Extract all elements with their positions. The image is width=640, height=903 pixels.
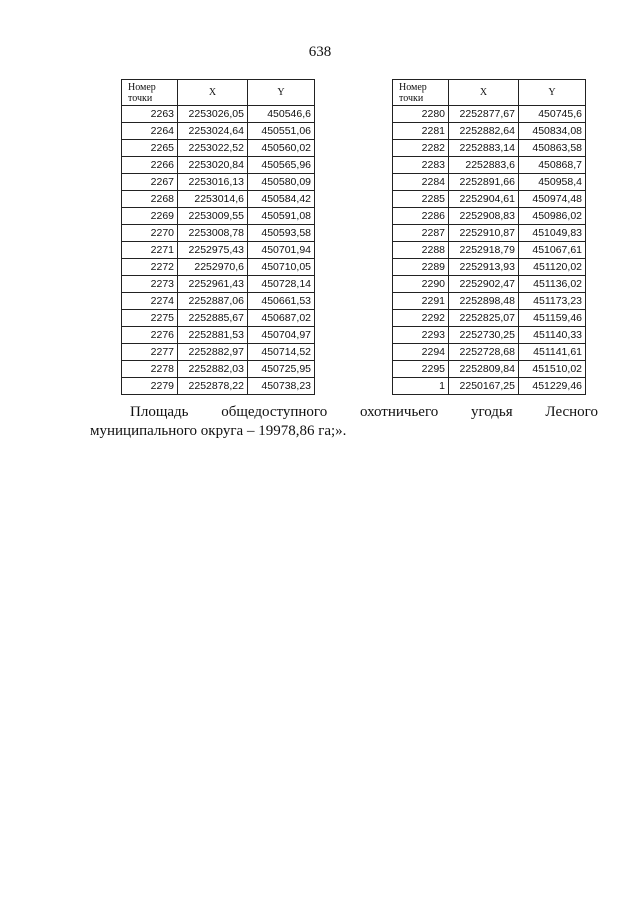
table-row	[393, 225, 586, 242]
cell-y: 450728,14	[248, 276, 315, 293]
cell-y: 450661,53	[248, 293, 315, 310]
table-row	[122, 191, 315, 208]
table-row	[393, 310, 586, 327]
cell-x: 2252913,93	[449, 259, 519, 276]
table-row	[122, 310, 315, 327]
cell-y: 451136,02	[519, 276, 586, 293]
cell-y: 450868,7	[519, 157, 586, 174]
cell-point-number: 2282	[393, 140, 449, 157]
table-row	[122, 276, 315, 293]
cell-x: 2252882,97	[178, 344, 248, 361]
cell-y: 450714,52	[248, 344, 315, 361]
table-row	[393, 259, 586, 276]
cell-point-number: 2275	[122, 310, 178, 327]
cell-point-number: 2278	[122, 361, 178, 378]
cell-x: 2252887,06	[178, 293, 248, 310]
coordinates-table-right	[392, 79, 586, 395]
cell-point-number: 2270	[122, 225, 178, 242]
cell-point-number: 2291	[393, 293, 449, 310]
cell-point-number: 2283	[393, 157, 449, 174]
cell-point-number: 2288	[393, 242, 449, 259]
cell-y: 450710,05	[248, 259, 315, 276]
cell-y: 451120,02	[519, 259, 586, 276]
table-row	[122, 242, 315, 259]
cell-x: 2253020,84	[178, 157, 248, 174]
cell-y: 450593,58	[248, 225, 315, 242]
cell-y: 450551,06	[248, 123, 315, 140]
cell-x: 2252902,47	[449, 276, 519, 293]
table-header-row	[122, 80, 315, 106]
table-row	[122, 174, 315, 191]
note-word: угодья	[470, 404, 513, 420]
cell-x: 2252898,48	[449, 293, 519, 310]
cell-y: 450584,42	[248, 191, 315, 208]
table-row	[122, 259, 315, 276]
cell-point-number: 2268	[122, 191, 178, 208]
cell-point-number: 2272	[122, 259, 178, 276]
table-row	[393, 276, 586, 293]
cell-x: 2253016,13	[178, 174, 248, 191]
cell-x: 2252877,67	[449, 106, 519, 123]
cell-point-number: 2280	[393, 106, 449, 123]
cell-x: 2252918,79	[449, 242, 519, 259]
cell-x: 2252882,64	[449, 123, 519, 140]
note-line-1	[90, 403, 598, 422]
cell-y: 451067,61	[519, 242, 586, 259]
cell-point-number: 2267	[122, 174, 178, 191]
cell-y: 451159,46	[519, 310, 586, 327]
cell-point-number: 2266	[122, 157, 178, 174]
cell-y: 450565,96	[248, 157, 315, 174]
cell-y: 450687,02	[248, 310, 315, 327]
cell-x: 2252961,43	[178, 276, 248, 293]
header-point-number	[393, 80, 449, 106]
header-y: Y	[248, 80, 315, 106]
cell-x: 2253022,52	[178, 140, 248, 157]
cell-y: 450958,4	[519, 174, 586, 191]
cell-point-number: 2287	[393, 225, 449, 242]
table-row	[393, 293, 586, 310]
cell-y: 451140,33	[519, 327, 586, 344]
header-x: X	[449, 80, 519, 106]
table-row	[122, 106, 315, 123]
cell-y: 450701,94	[248, 242, 315, 259]
cell-point-number: 2264	[122, 123, 178, 140]
header-num-line1: Номер	[128, 81, 156, 93]
coordinates-table-left	[121, 79, 315, 395]
cell-point-number: 2263	[122, 106, 178, 123]
table-row	[393, 208, 586, 225]
header-point-number	[122, 80, 178, 106]
table-row	[122, 327, 315, 344]
cell-y: 451141,61	[519, 344, 586, 361]
note-word: охотничьего	[359, 404, 439, 420]
cell-y: 450560,02	[248, 140, 315, 157]
table-body-left	[122, 106, 315, 395]
cell-x: 2252730,25	[449, 327, 519, 344]
cell-y: 450725,95	[248, 361, 315, 378]
cell-x: 2252970,6	[178, 259, 248, 276]
cell-point-number: 2286	[393, 208, 449, 225]
cell-x: 2252825,07	[449, 310, 519, 327]
cell-y: 451229,46	[519, 378, 586, 395]
table-row	[122, 123, 315, 140]
cell-x: 2253026,05	[178, 106, 248, 123]
cell-x: 2252908,83	[449, 208, 519, 225]
cell-point-number: 2265	[122, 140, 178, 157]
cell-x: 2252809,84	[449, 361, 519, 378]
cell-x: 2252883,6	[449, 157, 519, 174]
cell-point-number: 2279	[122, 378, 178, 395]
cell-point-number: 2289	[393, 259, 449, 276]
cell-point-number: 2277	[122, 344, 178, 361]
cell-y: 450591,08	[248, 208, 315, 225]
cell-x: 2252882,03	[178, 361, 248, 378]
header-num-line2: точки	[399, 92, 424, 104]
cell-point-number: 2269	[122, 208, 178, 225]
cell-x: 2253009,55	[178, 208, 248, 225]
cell-y: 451173,23	[519, 293, 586, 310]
cell-x: 2252975,43	[178, 242, 248, 259]
cell-point-number: 2292	[393, 310, 449, 327]
table-row	[122, 208, 315, 225]
cell-y: 450745,6	[519, 106, 586, 123]
cell-point-number: 2293	[393, 327, 449, 344]
table-row	[393, 157, 586, 174]
cell-y: 450580,09	[248, 174, 315, 191]
cell-x: 2252891,66	[449, 174, 519, 191]
cell-point-number: 2284	[393, 174, 449, 191]
cell-point-number: 2276	[122, 327, 178, 344]
table-header-row	[393, 80, 586, 106]
table-row	[393, 174, 586, 191]
cell-y: 450738,23	[248, 378, 315, 395]
header-num-line1: Номер	[399, 81, 427, 93]
cell-x: 2250167,25	[449, 378, 519, 395]
table-row	[122, 140, 315, 157]
table-row	[122, 344, 315, 361]
area-note	[90, 403, 598, 441]
cell-y: 450546,6	[248, 106, 315, 123]
cell-point-number: 2294	[393, 344, 449, 361]
cell-x: 2252910,87	[449, 225, 519, 242]
cell-x: 2252728,68	[449, 344, 519, 361]
table-body-right	[393, 106, 586, 395]
table-row	[122, 225, 315, 242]
table-row	[393, 123, 586, 140]
cell-point-number: 1	[393, 378, 449, 395]
table-row	[122, 293, 315, 310]
cell-point-number: 2273	[122, 276, 178, 293]
table-row	[393, 344, 586, 361]
cell-x: 2253008,78	[178, 225, 248, 242]
table-row	[122, 361, 315, 378]
note-word: общедоступного	[221, 404, 328, 420]
cell-point-number: 2285	[393, 191, 449, 208]
cell-x: 2253014,6	[178, 191, 248, 208]
cell-point-number: 2281	[393, 123, 449, 140]
cell-x: 2252878,22	[178, 378, 248, 395]
note-line-2: муниципального округа – 19978,86 га;».	[90, 423, 347, 439]
cell-y: 450974,48	[519, 191, 586, 208]
header-num-line2: точки	[128, 92, 153, 104]
table-row	[122, 157, 315, 174]
table-row	[393, 242, 586, 259]
cell-point-number: 2271	[122, 242, 178, 259]
note-word: Площадь	[130, 404, 189, 420]
cell-point-number: 2274	[122, 293, 178, 310]
header-x: X	[178, 80, 248, 106]
table-row	[393, 378, 586, 395]
cell-x: 2252904,61	[449, 191, 519, 208]
cell-point-number: 2290	[393, 276, 449, 293]
cell-y: 451510,02	[519, 361, 586, 378]
cell-x: 2252883,14	[449, 140, 519, 157]
cell-x: 2252885,67	[178, 310, 248, 327]
cell-y: 450704,97	[248, 327, 315, 344]
table-row	[393, 191, 586, 208]
cell-x: 2252881,53	[178, 327, 248, 344]
page-number: 638	[308, 44, 332, 60]
cell-y: 451049,83	[519, 225, 586, 242]
table-row	[393, 106, 586, 123]
cell-x: 2253024,64	[178, 123, 248, 140]
table-row	[122, 378, 315, 395]
header-y: Y	[519, 80, 586, 106]
cell-y: 450834,08	[519, 123, 586, 140]
note-word: Лесного	[545, 404, 598, 420]
cell-y: 450986,02	[519, 208, 586, 225]
cell-y: 450863,58	[519, 140, 586, 157]
table-row	[393, 327, 586, 344]
table-row	[393, 140, 586, 157]
cell-point-number: 2295	[393, 361, 449, 378]
table-row	[393, 361, 586, 378]
